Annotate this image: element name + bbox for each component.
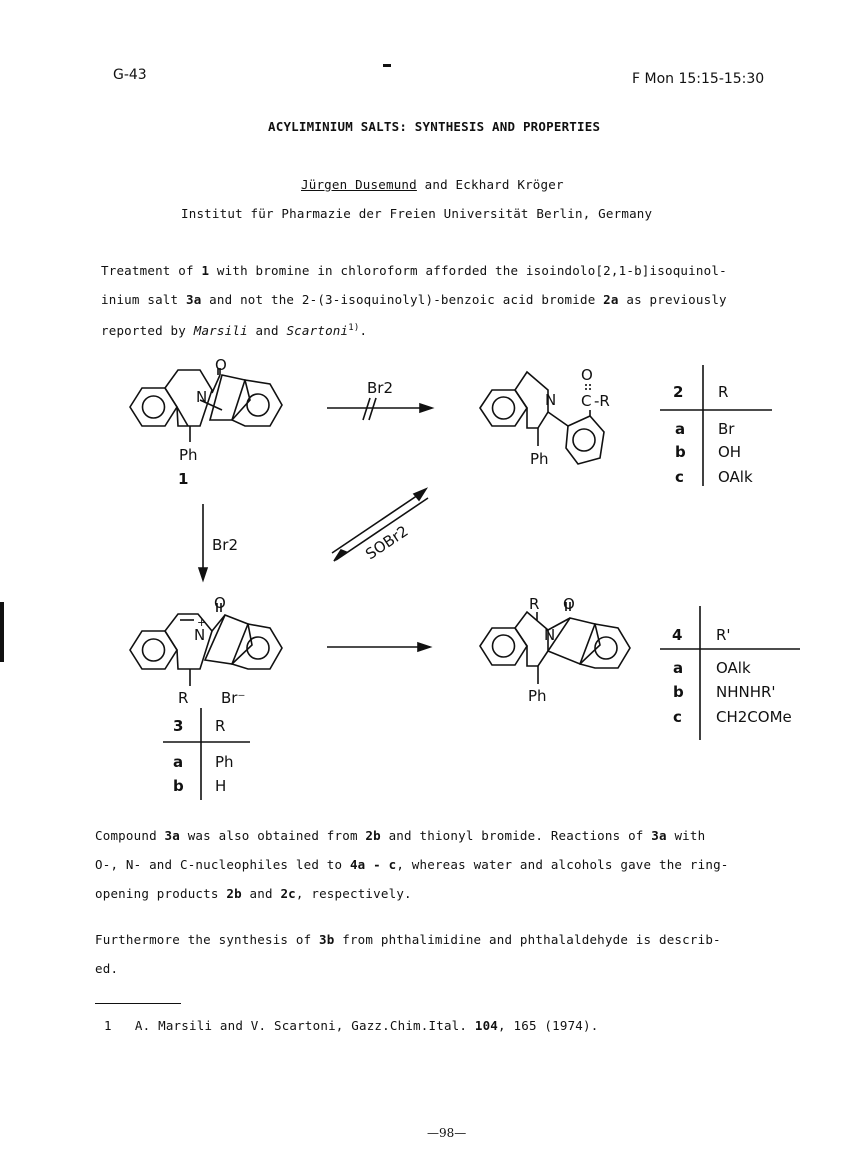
table2-value: OAlk (718, 468, 753, 486)
c1-oxygen: O (215, 356, 227, 374)
c1-phenyl: Ph (179, 446, 198, 464)
c3-oxygen: O (214, 594, 226, 612)
footnote-rule (95, 1003, 181, 1004)
scan-edge-mark (0, 602, 4, 662)
body-paragraph-2: Furthermore the synthesis of 3b from phthalimidine and phthalaldehyde is describ- ed. (95, 932, 721, 976)
page-number: —98— (427, 1126, 467, 1140)
c2-oxygen: O (581, 366, 593, 384)
body-paragraph-1: Compound 3a was also obtained from 2b and thionyl bromide. Reactions of 3a with O-, N- and C-nucleophiles led to 4a - c, whereas water and alcohols gave the ring- opening products 2b and 2c, respectively. (95, 828, 729, 901)
c2-phenyl: Ph (530, 450, 549, 468)
table2-key: c (675, 468, 684, 486)
table3-value: Ph (215, 753, 234, 771)
table4-key: a (673, 659, 684, 677)
session-code: G-43 (113, 67, 147, 83)
c4-rgroup: R (529, 595, 540, 613)
table4-head-r: R' (716, 626, 731, 644)
c2-rgroup: -R (594, 392, 610, 410)
table4-head-num: 4 (672, 626, 683, 644)
intro-paragraph: Treatment of 1 with bromine in chloroform afforded the isoindolo[2,1-b]isoquinol- inium salt 3a and not the 2-(3-isoquinolyl)-benzoic acid bromide 2a as previously reported by Marsili and Scartoni$^{1)}$. (101, 263, 727, 339)
table3-head-num: 3 (173, 717, 184, 735)
table3-key: b (173, 777, 184, 795)
c1-number: 1 (178, 470, 189, 488)
table4-key: b (673, 683, 684, 701)
c3-counterion: Br⁻ (221, 689, 246, 707)
table4-value: NHNHR' (716, 683, 776, 701)
table4-value: CH2COMe (716, 708, 792, 726)
table3-value: H (215, 777, 227, 795)
table3-head-r: R (215, 717, 226, 735)
c3-charge: + (197, 616, 207, 629)
c3-rgroup: R (178, 689, 189, 707)
authors: Jürgen Dusemund and Eckhard Kröger (301, 177, 564, 192)
paper-title: ACYLIMINIUM SALTS: SYNTHESIS AND PROPERTIES (268, 119, 601, 134)
table2-value: OH (718, 443, 742, 461)
c1-nitrogen: N (196, 388, 208, 406)
table2-key: b (675, 443, 686, 461)
table2-key: a (675, 420, 686, 438)
c4-oxygen: O (563, 595, 575, 613)
c2-carbon: C (581, 392, 592, 410)
table3-key: a (173, 753, 184, 771)
c2-nitrogen: N (545, 391, 557, 409)
author-second: Eckhard Kröger (455, 177, 564, 192)
table2-head-r: R (718, 383, 729, 401)
session-time: F Mon 15:15-15:30 (632, 71, 765, 87)
c4-phenyl: Ph (528, 687, 547, 705)
table2-value: Br (718, 420, 735, 438)
table4-key: c (673, 708, 682, 726)
reagent-br2-top: Br2 (367, 379, 394, 397)
author-presenting: Jürgen Dusemund (301, 177, 417, 192)
reagent-br2-side: Br2 (212, 536, 239, 554)
reagent-sobr2: SOBr2 (362, 521, 412, 564)
c4-nitrogen: N (544, 626, 556, 644)
table4-value: OAlk (716, 659, 751, 677)
c3-nitrogen: N (194, 626, 206, 644)
affiliation: Institut für Pharmazie der Freien Universität Berlin, Germany (181, 206, 653, 221)
footnote: 1 A. Marsili and V. Scartoni, Gazz.Chim.Ital. 104, 165 (1974). (104, 1018, 599, 1033)
scan-dash-mark (383, 64, 391, 67)
table2-head-num: 2 (673, 383, 684, 401)
